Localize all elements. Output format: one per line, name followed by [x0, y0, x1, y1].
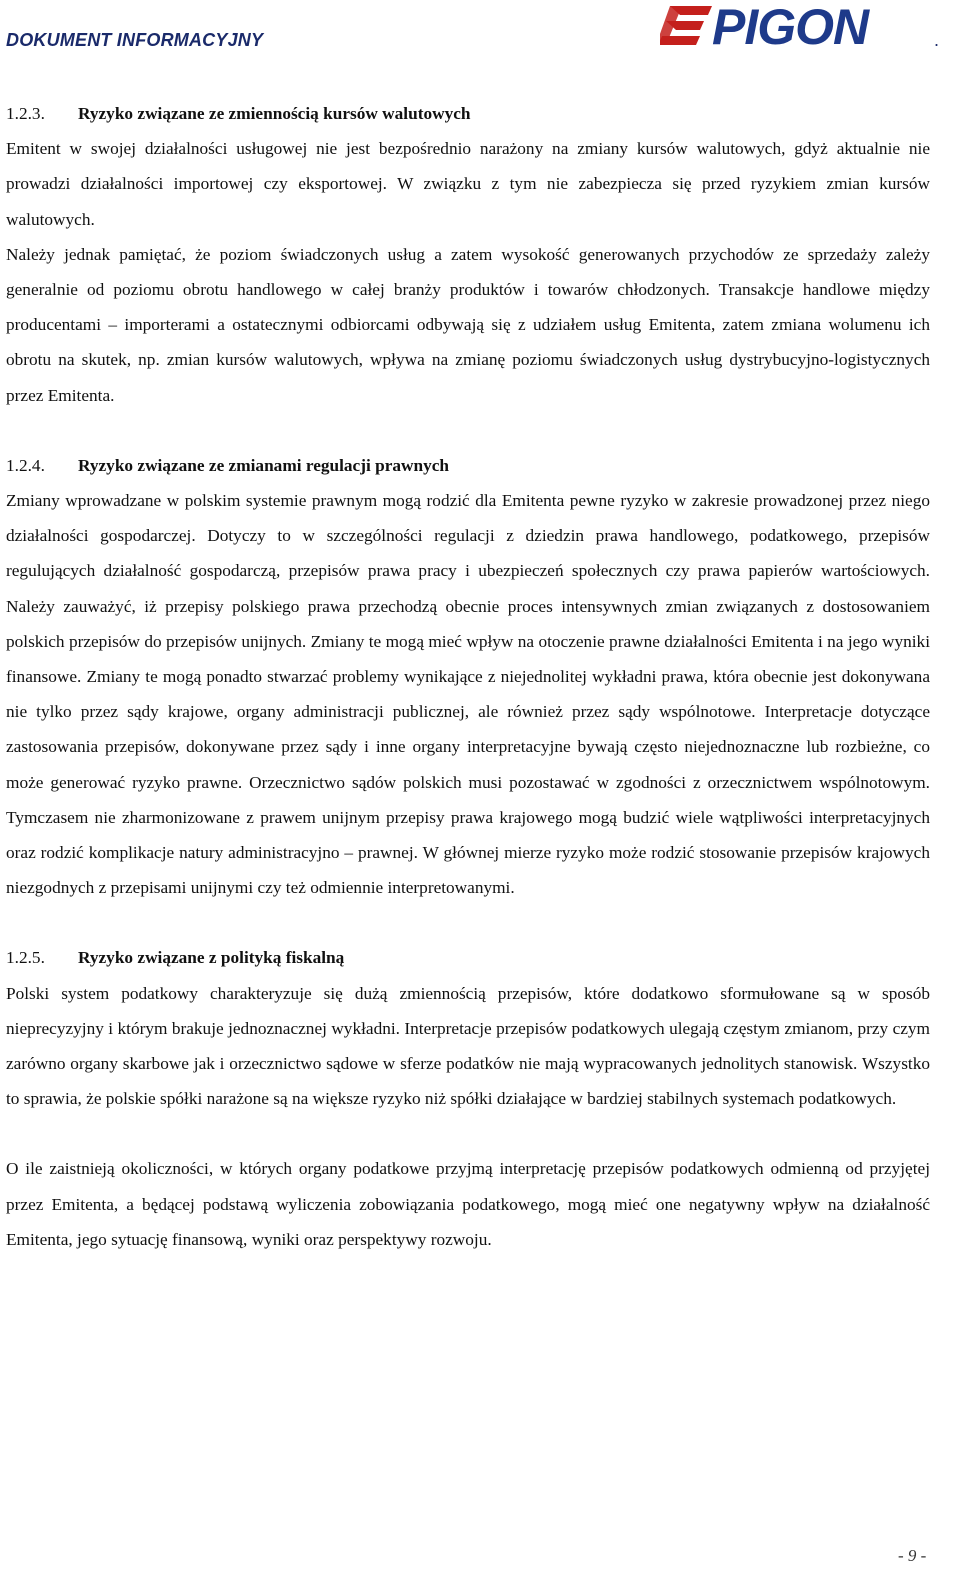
document-body	[6, 96, 930, 1257]
paragraph: Należy jednak pamiętać, że poziom świadczonych usług a zatem wysokość generowanych przychodów ze sprzedaży zależy generalnie od poziomu obrotu handlowego w całej branży produktów i towarów chłodzonych. Transakcje handlowe między producentami – importerami a ostatecznymi odbiorcami odbywają się z udziałem usług Emitenta, zatem zmiana wolumenu ich obrotu na skutek, np. zmian kursów walutowych, wpływa na zmianę poziomu świadczonych usług dystrybucyjno-logistycznych przez Emitenta.	[6, 244, 930, 405]
paragraph: Zmiany wprowadzane w polskim systemie prawnym mogą rodzić dla Emitenta pewne ryzyko w zakresie prowadzonej przez niego działalności gospodarczej. Dotyczy to w szczególności regulacji z dziedzin prawa handlowego, podatkowego, przepisów regulujących działalność gospodarczą, przepisów prawa pracy i ubezpieczeń społecznych czy prawa papierów wartościowych. Należy zauważyć, iż przepisy polskiego prawa przechodzą obecnie proces intensywnych zmian związanych z dostosowaniem polskich przepisów do przepisów unijnych. Zmiany te mogą mieć wpływ na otoczenie prawne działalności Emitenta i na jego wyniki finansowe. Zmiany te mogą ponadto stwarzać problemy wynikające z niejednolitej wykładni prawa, która obecnie jest dokonywana nie tylko przez sądy krajowe, organy administracji publicznej, ale również przez sądy wspólnotowe. Interpretacje dotyczące zastosowania przepisów, dokonywane przez sądy i inne organy interpretacyjne bywają często niejednoznaczne lub rozbieżne, co może generować ryzyko prawne. Orzecznictwo sądów polskich musi pozostawać w zgodności z orzecznictwem wspólnotowym. Tymczasem nie zharmonizowane z prawem unijnym przepisy prawa krajowego mogą budzić wiele wątpliwości interpretacyjnych oraz rodzić komplikacje natury administracyjno – prawnej. W głównej mierze ryzyko może rodzić stosowanie przepisów krajowych niezgodnych z przepisami unijnymi czy też odmiennie interpretowanymi.	[6, 491, 930, 898]
paragraph: Polski system podatkowy charakteryzuje się dużą zmiennością przepisów, które dodatkowo sformułowane są w sposób nieprecyzyjny i którym brakuje jednoznacznej wykładni. Interpretacje przepisów podatkowych ulegają częstym zmianom, przy czym zarówno organy skarbowe jak i orzecznictwo sądowe w sferze podatków nie mają wypracowanych jednolitych stanowisk. Wszystko to sprawia, że polskie spółki narażone są na większe ryzyko niż spółki działające w bardziej stabilnych systemach podatkowych.	[6, 983, 930, 1109]
paragraph: O ile zaistnieją okoliczności, w których organy podatkowe przyjmą interpretację przepisów podatkowych odmienną od przyjętej przez Emitenta, a będącej podstawą wyliczenia zobowiązania podatkowego, mogą mieć one negatywny wpływ na działalność Emitenta, jego sytuację finansową, wyniki oraz perspektywy rozwoju.	[6, 1159, 930, 1249]
section-title: Ryzyko związane ze zmiennością kursów walutowych	[78, 104, 471, 123]
section-number: 1.2.5.	[6, 948, 45, 968]
epigon-logo	[660, 2, 920, 50]
paragraph: Emitent w swojej działalności usługowej nie jest bezpośrednio narażony na zmiany kursów walutowych, gdyż aktualnie nie prowadzi działalności importowej czy eksportowej. W związku z tym nie zabezpiecza się przed ryzykiem zmian kursów walutowych.	[6, 139, 930, 229]
section-heading	[6, 448, 930, 483]
page-number: - 9 -	[898, 1546, 927, 1565]
section-number: 1.2.3.	[6, 104, 45, 123]
logo-e-mark	[660, 6, 712, 45]
section-title: Ryzyko związane ze zmianami regulacji prawnych	[78, 455, 450, 475]
header-dot: .	[934, 30, 940, 50]
section-title: Ryzyko związane z polityką fiskalną	[78, 948, 345, 968]
section-heading	[6, 940, 930, 975]
logo-wordmark: PIGON	[712, 2, 869, 50]
section-heading	[6, 96, 930, 131]
page-header	[0, 0, 960, 68]
section-number: 1.2.4.	[6, 455, 45, 475]
document-title: DOKUMENT INFORMACYJNY	[6, 30, 264, 50]
